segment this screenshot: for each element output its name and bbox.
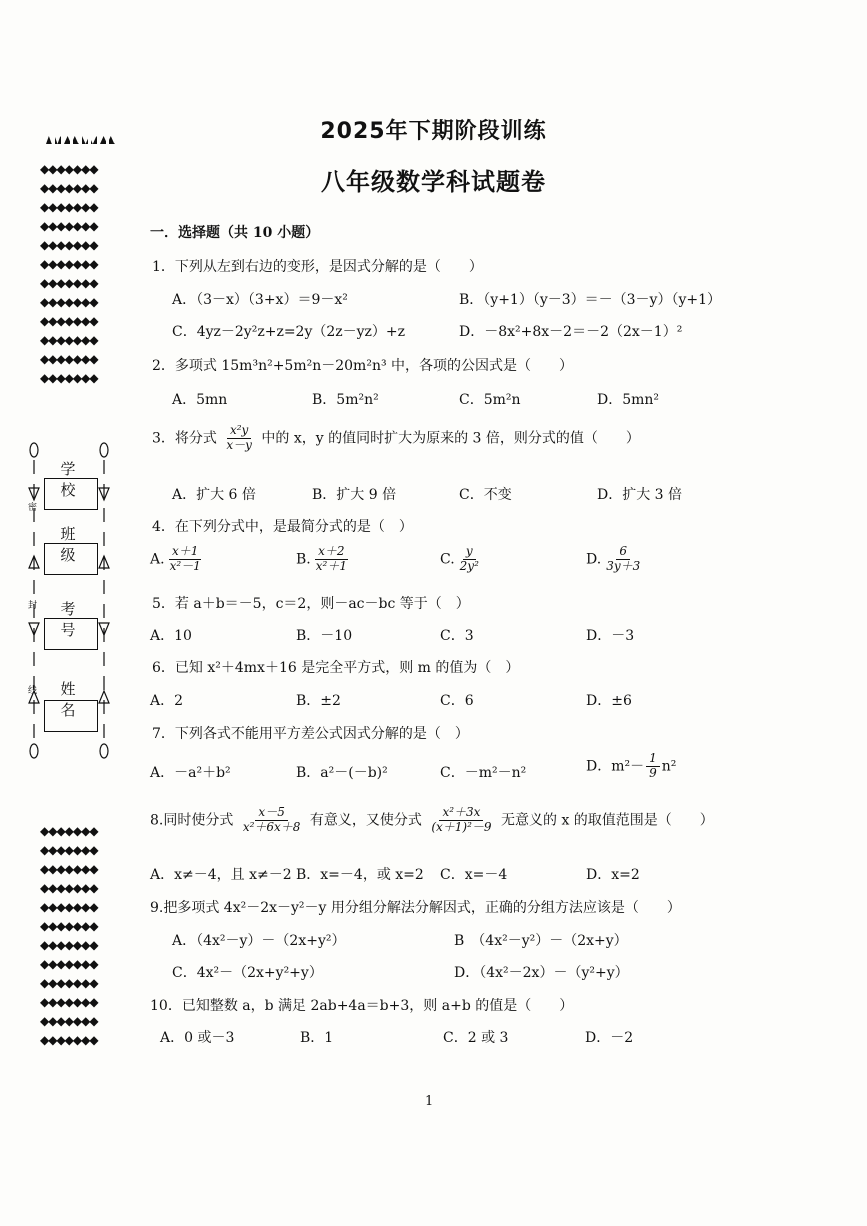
question-4: 4．在下列分式中，是最简分式的是（ ） bbox=[152, 519, 413, 535]
binding-mark-xian: 线 bbox=[28, 686, 38, 696]
q6-option-c[interactable]: C．6 bbox=[440, 693, 474, 709]
q5-option-c[interactable]: C．3 bbox=[440, 628, 474, 644]
q9-option-b[interactable]: B （4x²－y²）－（2x+y） bbox=[454, 933, 628, 949]
q1-option-c[interactable]: C．4yz－2y²z+z=2y（2z－yz）+z bbox=[172, 324, 406, 340]
q9-option-c[interactable]: C．4x²－（2x+y²+y） bbox=[172, 965, 323, 981]
q4-option-c[interactable]: C. $\frac{y}{\text{2y²}}$ bbox=[440, 544, 479, 573]
question-7: 7．下列各式不能用平方差公式因式分解的是（ ） bbox=[152, 726, 469, 742]
q6-option-b[interactable]: B．±2 bbox=[296, 693, 341, 709]
school-field[interactable] bbox=[44, 478, 98, 510]
class-label: 班 级 bbox=[60, 525, 84, 564]
q7-option-c[interactable]: C．－m²－n² bbox=[440, 765, 527, 781]
q10-option-a[interactable]: A．0 或－3 bbox=[160, 1030, 235, 1046]
q2-option-c[interactable]: C．5m²n bbox=[459, 392, 521, 408]
binding-mark-feng: 封 bbox=[28, 601, 38, 611]
q2-option-b[interactable]: B．5m²n² bbox=[312, 392, 379, 408]
q1-option-a[interactable]: A．（3－x）（3+x）＝9－x² bbox=[172, 292, 348, 308]
section-title: 一．选择题（共 10 小题） bbox=[150, 225, 320, 241]
q3-option-a[interactable]: A．扩大 6 倍 bbox=[172, 487, 256, 503]
q8-option-d[interactable]: D．x=2 bbox=[586, 867, 640, 883]
q1-option-d[interactable]: D．－8x²+8x－2＝－2（2x－1）² bbox=[459, 324, 683, 340]
q4-option-b[interactable]: B. $\frac{x+2}{\text{x²＋1}}$ bbox=[296, 544, 347, 573]
q8-option-b[interactable]: B．x=－4，或 x=2 bbox=[296, 867, 424, 883]
q9-option-a[interactable]: A．（4x²－y）－（2x+y²） bbox=[172, 933, 346, 949]
q5-option-b[interactable]: B．－10 bbox=[296, 628, 353, 644]
q3-fraction: $\frac{\text{x²y}}{x-y}$ bbox=[226, 423, 252, 452]
q5-option-d[interactable]: D．－3 bbox=[586, 628, 635, 644]
q3-option-c[interactable]: C．不变 bbox=[459, 487, 512, 503]
school-label: 学 校 bbox=[60, 460, 84, 499]
q10-option-d[interactable]: D．－2 bbox=[585, 1030, 634, 1046]
page-number: 1 bbox=[425, 1094, 434, 1109]
q8-fraction-1: $\frac{x-5}{\text{x²＋6x＋8}}$ bbox=[242, 805, 301, 834]
q6-option-a[interactable]: A．2 bbox=[150, 693, 184, 709]
question-5: 5．若 a＋b＝－5，c＝2，则－ac－bc 等于（ ） bbox=[152, 596, 470, 612]
q3-option-b[interactable]: B．扩大 9 倍 bbox=[312, 487, 397, 503]
q4-option-d[interactable]: D. $\frac{6}{3y+3}$ bbox=[586, 544, 641, 573]
q6-option-d[interactable]: D．±6 bbox=[586, 693, 632, 709]
question-10: 10．已知整数 a，b 满足 2ab+4a＝b+3，则 a+b 的值是（ ） bbox=[150, 998, 574, 1014]
question-1: 1．下列从左到右边的变形，是因式分解的是（ ） bbox=[152, 259, 483, 275]
q8-option-a[interactable]: A．x≠－4，且 x≠－2 bbox=[150, 867, 292, 883]
exam-title: 2025年下期阶段训练 bbox=[320, 119, 547, 144]
q9-option-d[interactable]: D．（4x²－2x）－（y²+y） bbox=[454, 965, 629, 981]
q7-option-a[interactable]: A．－a²＋b² bbox=[150, 765, 231, 781]
diamond-border-decoration-top: ◆◆◆◆◆◆◆ ◆◆◆◆◆◆◆ ◆◆◆◆◆◆◆ ◆◆◆◆◆◆◆ ◆◆◆◆◆◆◆ ◆◆◆◆◆◆◆ ◆◆◆◆◆◆◆ ◆◆◆◆◆◆◆ ◆◆◆◆◆◆◆ ◆◆◆◆◆◆◆ ◆◆◆◆◆◆◆ ◆◆◆◆◆◆◆ bbox=[40, 162, 98, 385]
name-field[interactable] bbox=[44, 700, 98, 732]
question-6: 6．已知 x²＋4mx＋16 是完全平方式，则 m 的值为（ ） bbox=[152, 660, 520, 676]
question-3: 3．将分式 $\frac{\text{x²y}}{x-y}$ 中的 x，y 的值同时扩大为原来的 3 倍，则分式的值（ ） bbox=[152, 423, 640, 452]
q7-option-b[interactable]: B．a²－(－b)² bbox=[296, 765, 388, 781]
question-9: 9.把多项式 4x²－2x－y²－y 用分组分解法分解因式，正确的分组方法应该是（ ） bbox=[150, 900, 681, 916]
question-8: 8.同时使分式 $\frac{x-5}{\text{x²＋6x＋8}}$ 有意义，又使分式 $\frac{\text{x²＋3x}}{\text{(x＋1)²－9}}$ 无意义的 x 的取值范围是（ ） bbox=[150, 805, 714, 834]
diamond-border-decoration-bottom: ◆◆◆◆◆◆◆ ◆◆◆◆◆◆◆ ◆◆◆◆◆◆◆ ◆◆◆◆◆◆◆ ◆◆◆◆◆◆◆ ◆◆◆◆◆◆◆ ◆◆◆◆◆◆◆ ◆◆◆◆◆◆◆ ◆◆◆◆◆◆◆ ◆◆◆◆◆◆◆ ◆◆◆◆◆◆◆ ◆◆◆◆◆◆◆ bbox=[40, 824, 98, 1047]
q2-option-a[interactable]: A．5mn bbox=[172, 392, 228, 408]
exam-number-label: 考 号 bbox=[60, 600, 84, 639]
q5-option-a[interactable]: A．10 bbox=[150, 628, 192, 644]
q10-option-c[interactable]: C．2 或 3 bbox=[443, 1030, 509, 1046]
q2-option-d[interactable]: D．5mn² bbox=[597, 392, 660, 408]
q4-option-a[interactable]: A. $\frac{x+1}{\text{x²－1}}$ bbox=[150, 544, 201, 573]
binding-mark-mi: 密 bbox=[28, 503, 38, 513]
name-label: 姓 名 bbox=[60, 680, 84, 719]
q10-option-b[interactable]: B．1 bbox=[300, 1030, 334, 1046]
question-2: 2．多项式 15m³n²+5m²n－20m²n³ 中，各项的公因式是（ ） bbox=[152, 358, 574, 374]
q3-option-d[interactable]: D．扩大 3 倍 bbox=[597, 487, 683, 503]
class-field[interactable] bbox=[44, 543, 98, 575]
q8-fraction-2: $\frac{\text{x²＋3x}}{\text{(x＋1)²－9}}$ bbox=[431, 805, 492, 834]
exam-number-field[interactable] bbox=[44, 618, 98, 650]
q8-option-c[interactable]: C．x=－4 bbox=[440, 867, 508, 883]
exam-subtitle: 八年级数学科试题卷 bbox=[321, 168, 546, 196]
q7-option-d[interactable]: D．m²－ $\frac{1}{9}$ n² bbox=[586, 751, 677, 780]
q1-option-b[interactable]: B．（y+1）（y－3）＝－（3－y）（y+1） bbox=[459, 292, 722, 308]
